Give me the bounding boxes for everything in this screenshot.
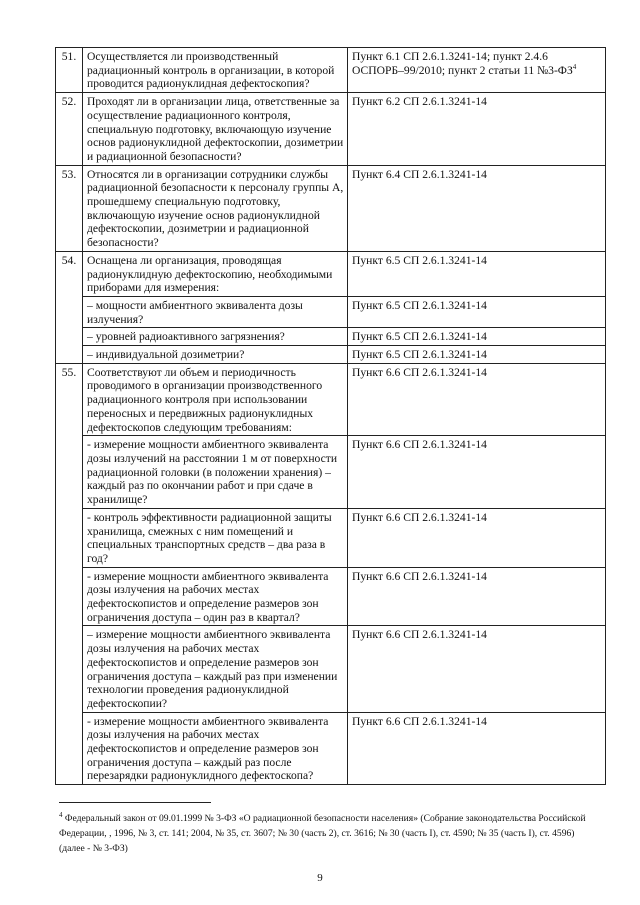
- item-number: 55.: [56, 363, 83, 436]
- reference-cell: Пункт 6.5 СП 2.6.1.3241-14: [348, 346, 606, 364]
- item-number: [56, 436, 83, 509]
- reference-cell: Пункт 6.4 СП 2.6.1.3241-14: [348, 165, 606, 251]
- item-number: 51.: [56, 48, 83, 93]
- item-number: [56, 328, 83, 346]
- footnote-marker: 4: [59, 811, 63, 819]
- item-number: 52.: [56, 93, 83, 166]
- table-row: [56, 296, 606, 327]
- question-cell: Оснащена ли организация, проводящая радионуклидную дефектоскопию, необходимыми приборами для измерения:: [83, 251, 348, 296]
- item-number: [56, 346, 83, 364]
- question-cell: Осуществляется ли производственный радиационный контроль в организации, в которой проводится радионуклидная дефектоскопия?: [83, 48, 348, 93]
- reference-cell: Пункт 6.2 СП 2.6.1.3241-14: [348, 93, 606, 166]
- table-row: [56, 165, 606, 251]
- table-row: [56, 508, 606, 567]
- item-number: [56, 712, 83, 785]
- table-row: [56, 251, 606, 296]
- item-number: [56, 296, 83, 327]
- page-number: 9: [317, 872, 323, 884]
- table-row: [56, 363, 606, 436]
- question-cell: Относятся ли в организации сотрудники службы радиационной безопасности к персоналу группы А, прошедшему специальную подготовку, включающую изучение основ радионуклидной дефектоскопии, дозиметрии и радиационной безопасности?: [83, 165, 348, 251]
- item-number: 53.: [56, 165, 83, 251]
- table-row: [56, 48, 606, 93]
- reference-cell: Пункт 6.6 СП 2.6.1.3241-14: [348, 626, 606, 712]
- checklist-table: [55, 47, 606, 785]
- reference-cell: Пункт 6.6 СП 2.6.1.3241-14: [348, 436, 606, 509]
- question-cell: – уровней радиоактивного загрязнения?: [83, 328, 348, 346]
- reference-text: Пункт 6.1 СП 2.6.1.3241-14; пункт 2.4.6 ОСПОРБ–99/2010; пункт 2 статьи 11 №3-ФЗ: [352, 50, 573, 77]
- table-row: [56, 567, 606, 626]
- reference-cell: Пункт 6.5 СП 2.6.1.3241-14: [348, 251, 606, 296]
- table-row: [56, 626, 606, 712]
- reference-cell: Пункт 6.5 СП 2.6.1.3241-14: [348, 328, 606, 346]
- footnote: [59, 808, 599, 856]
- reference-cell: Пункт 6.5 СП 2.6.1.3241-14: [348, 296, 606, 327]
- item-number: [56, 508, 83, 567]
- footnote-divider: [59, 802, 211, 803]
- question-cell: Соответствуют ли объем и периодичность проводимого в организации производственного радиационного контроля при использовании переносных и передвижных радионуклидных дефектоскопов следующим требованиям:: [83, 363, 348, 436]
- question-cell: - контроль эффективности радиационной защиты хранилища, смежных с ним помещений и специальных транспортных средств – два раза в год?: [83, 508, 348, 567]
- question-cell: – измерение мощности амбиентного эквивалента дозы излучения на рабочих местах дефектоскопистов и определение размеров зон ограничения доступа – каждый раз при изменении технологии проведения радионуклидной дефектоскопии?: [83, 626, 348, 712]
- question-cell: Проходят ли в организации лица, ответственные за осуществление радиационного контроля, специальную подготовку, включающую изучение основ радионуклидной дефектоскопии, дозиметрии и радиационной безопасности?: [83, 93, 348, 166]
- reference-cell: [348, 48, 606, 93]
- footnote-ref: 4: [572, 62, 577, 71]
- table-row: [56, 712, 606, 785]
- reference-cell: Пункт 6.6 СП 2.6.1.3241-14: [348, 712, 606, 785]
- footnote-text: Федеральный закон от 09.01.1999 № 3-ФЗ «О радиационной безопасности населения» (Собрание законодательства Российской Федерации, , 1996, № 3, ст. 141; 2004, № 35, ст. 3607; № 30 (часть 2), ст. 3616; № 30 (часть I), ст. 4590; № 35 (часть I), ст. 4596) (далее - № 3-ФЗ): [59, 813, 586, 855]
- item-number: [56, 567, 83, 626]
- item-number: [56, 626, 83, 712]
- question-cell: - измерение мощности амбиентного эквивалента дозы излучения на рабочих местах дефектоскопистов и определение размеров зон ограничения доступа – каждый раз после перезарядки радионуклидного дефектоскопа?: [83, 712, 348, 785]
- table-row: [56, 328, 606, 346]
- question-cell: - измерение мощности амбиентного эквивалента дозы излучений на расстоянии 1 м от поверхности радиационной головки (в положении хранения) – каждый раз по окончании работ и при сдаче в хранилище?: [83, 436, 348, 509]
- question-cell: – мощности амбиентного эквивалента дозы излучения?: [83, 296, 348, 327]
- reference-cell: Пункт 6.6 СП 2.6.1.3241-14: [348, 567, 606, 626]
- reference-cell: Пункт 6.6 СП 2.6.1.3241-14: [348, 363, 606, 436]
- question-cell: - измерение мощности амбиентного эквивалента дозы излучения на рабочих местах дефектоскопистов и определение размеров зон ограничения доступа – один раз в квартал?: [83, 567, 348, 626]
- reference-cell: Пункт 6.6 СП 2.6.1.3241-14: [348, 508, 606, 567]
- table-row: [56, 346, 606, 364]
- item-number: 54.: [56, 251, 83, 296]
- table-row: [56, 436, 606, 509]
- table-row: [56, 93, 606, 166]
- question-cell: – индивидуальной дозиметрии?: [83, 346, 348, 364]
